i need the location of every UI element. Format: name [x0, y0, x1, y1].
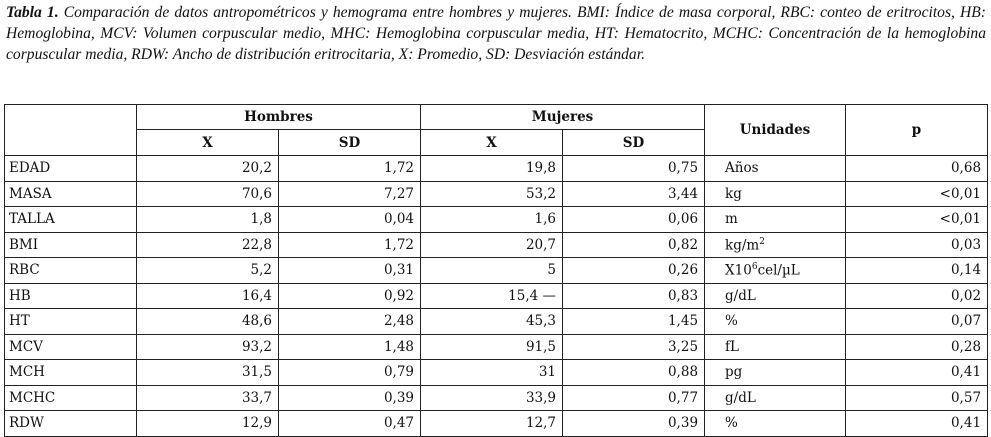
- row-label: MCH: [5, 360, 137, 386]
- unit-cell: kg: [705, 181, 846, 207]
- unit-cell: [705, 258, 846, 284]
- unit-cell: pg: [705, 360, 846, 386]
- hombres-sd-cell: 0,04: [279, 207, 421, 233]
- mujeres-x-cell: 15,4 —: [421, 283, 563, 309]
- row-label: MASA: [5, 181, 137, 207]
- p-value-cell: 0,41: [846, 411, 988, 437]
- unit-cell: Años: [705, 156, 846, 182]
- hombres-sd-cell: 0,39: [279, 385, 421, 411]
- mujeres-sd-cell: 0,75: [563, 156, 705, 182]
- caption-text: Comparación de datos antropométricos y hemograma entre hombres y mujeres. BMI: Índice de masa corporal, RBC: conteo de eritrocitos, HB: Hemoglobina, MCV: Volumen corpuscular medio, MHC: Hemoglobina corpuscular media, HT: Hematocrito, MCHC: Concentración de la hemoglobina corpuscular media, RDW: Ancho de distribución eritrocitaria, X: Promedio, SD: Desviación estándar.: [6, 4, 986, 63]
- unit-cell: [705, 232, 846, 258]
- header-mujeres: Mujeres: [421, 105, 705, 130]
- header-hombres-sd: SD: [279, 130, 421, 156]
- hombres-sd-cell: 1,48: [279, 334, 421, 360]
- header-hombres: Hombres: [137, 105, 421, 130]
- table-row: [5, 232, 988, 258]
- row-label: BMI: [5, 232, 137, 258]
- unit-cell: %: [705, 411, 846, 437]
- hombres-sd-cell: 0,31: [279, 258, 421, 284]
- row-label: HB: [5, 283, 137, 309]
- hombres-x-cell: 16,4: [137, 283, 279, 309]
- mujeres-x-cell: 1,6: [421, 207, 563, 233]
- row-label: MCV: [5, 334, 137, 360]
- unit-superscript: 6: [751, 262, 758, 272]
- hombres-x-cell: 5,2: [137, 258, 279, 284]
- table-row: [5, 181, 988, 207]
- mujeres-x-cell: 31: [421, 360, 563, 386]
- table-body: [5, 156, 988, 437]
- unit-cell: g/dL: [705, 283, 846, 309]
- hombres-x-cell: 22,8: [137, 232, 279, 258]
- hombres-x-cell: 1,8: [137, 207, 279, 233]
- hombres-sd-cell: 0,79: [279, 360, 421, 386]
- row-label: RBC: [5, 258, 137, 284]
- header-unidades: Unidades: [705, 105, 846, 156]
- table-row: [5, 207, 988, 233]
- hombres-x-cell: 20,2: [137, 156, 279, 182]
- hombres-x-cell: 48,6: [137, 309, 279, 335]
- hombres-sd-cell: 2,48: [279, 309, 421, 335]
- mujeres-x-cell: 5: [421, 258, 563, 284]
- table-row: [5, 360, 988, 386]
- header-mujeres-sd: SD: [563, 130, 705, 156]
- unit-cell: m: [705, 207, 846, 233]
- p-value-cell: <0,01: [846, 181, 988, 207]
- hombres-x-cell: 31,5: [137, 360, 279, 386]
- unit-superscript: 2: [759, 236, 765, 247]
- p-value-cell: 0,02: [846, 283, 988, 309]
- row-label: TALLA: [5, 207, 137, 233]
- p-value-cell: 0,41: [846, 360, 988, 386]
- mujeres-x-cell: 20,7: [421, 232, 563, 258]
- row-label: EDAD: [5, 156, 137, 182]
- data-table: [4, 104, 988, 437]
- hombres-sd-cell: 0,92: [279, 283, 421, 309]
- table-row: [5, 156, 988, 182]
- unit-base: X10: [725, 262, 752, 279]
- mujeres-sd-cell: 0,39: [563, 411, 705, 437]
- mujeres-x-cell: 45,3: [421, 309, 563, 335]
- hombres-x-cell: 70,6: [137, 181, 279, 207]
- hombres-x-cell: 12,9: [137, 411, 279, 437]
- unit-cell: g/dL: [705, 385, 846, 411]
- p-value-cell: 0,68: [846, 156, 988, 182]
- unit-cell: fL: [705, 334, 846, 360]
- mujeres-sd-cell: 0,06: [563, 207, 705, 233]
- p-value-cell: 0,28: [846, 334, 988, 360]
- mujeres-x-cell: 53,2: [421, 181, 563, 207]
- header-hombres-x: X: [137, 130, 279, 156]
- mujeres-x-cell: 91,5: [421, 334, 563, 360]
- caption-label: Tabla 1.: [6, 4, 59, 21]
- header-mujeres-x: X: [421, 130, 563, 156]
- table-caption: [6, 2, 986, 65]
- hombres-sd-cell: 1,72: [279, 156, 421, 182]
- table-row: [5, 385, 988, 411]
- mujeres-x-cell: 12,7: [421, 411, 563, 437]
- mujeres-sd-cell: 0,83: [563, 283, 705, 309]
- hombres-sd-cell: 1,72: [279, 232, 421, 258]
- row-label: RDW: [5, 411, 137, 437]
- p-value-cell: 0,03: [846, 232, 988, 258]
- hombres-sd-cell: 7,27: [279, 181, 421, 207]
- table-row: [5, 258, 988, 284]
- table-row: [5, 334, 988, 360]
- table-row: [5, 283, 988, 309]
- row-label: HT: [5, 309, 137, 335]
- hombres-sd-cell: 0,47: [279, 411, 421, 437]
- header-p: p: [846, 105, 988, 156]
- mujeres-x-cell: 19,8: [421, 156, 563, 182]
- unit-tail: cel/µL: [757, 262, 800, 279]
- unit-cell: %: [705, 309, 846, 335]
- mujeres-x-cell: 33,9: [421, 385, 563, 411]
- mujeres-sd-cell: 3,25: [563, 334, 705, 360]
- unit-base: kg/m: [725, 237, 760, 253]
- p-value-cell: 0,14: [846, 258, 988, 284]
- p-value-cell: <0,01: [846, 207, 988, 233]
- hombres-x-cell: 33,7: [137, 385, 279, 411]
- table-row: [5, 309, 988, 335]
- mujeres-sd-cell: 0,88: [563, 360, 705, 386]
- mujeres-sd-cell: 1,45: [563, 309, 705, 335]
- mujeres-sd-cell: 3,44: [563, 181, 705, 207]
- header-blank: [5, 105, 137, 156]
- table-row: [5, 411, 988, 437]
- p-value-cell: 0,07: [846, 309, 988, 335]
- mujeres-sd-cell: 0,82: [563, 232, 705, 258]
- hombres-x-cell: 93,2: [137, 334, 279, 360]
- mujeres-sd-cell: 0,26: [563, 258, 705, 284]
- p-value-cell: 0,57: [846, 385, 988, 411]
- mujeres-sd-cell: 0,77: [563, 385, 705, 411]
- row-label: MCHC: [5, 385, 137, 411]
